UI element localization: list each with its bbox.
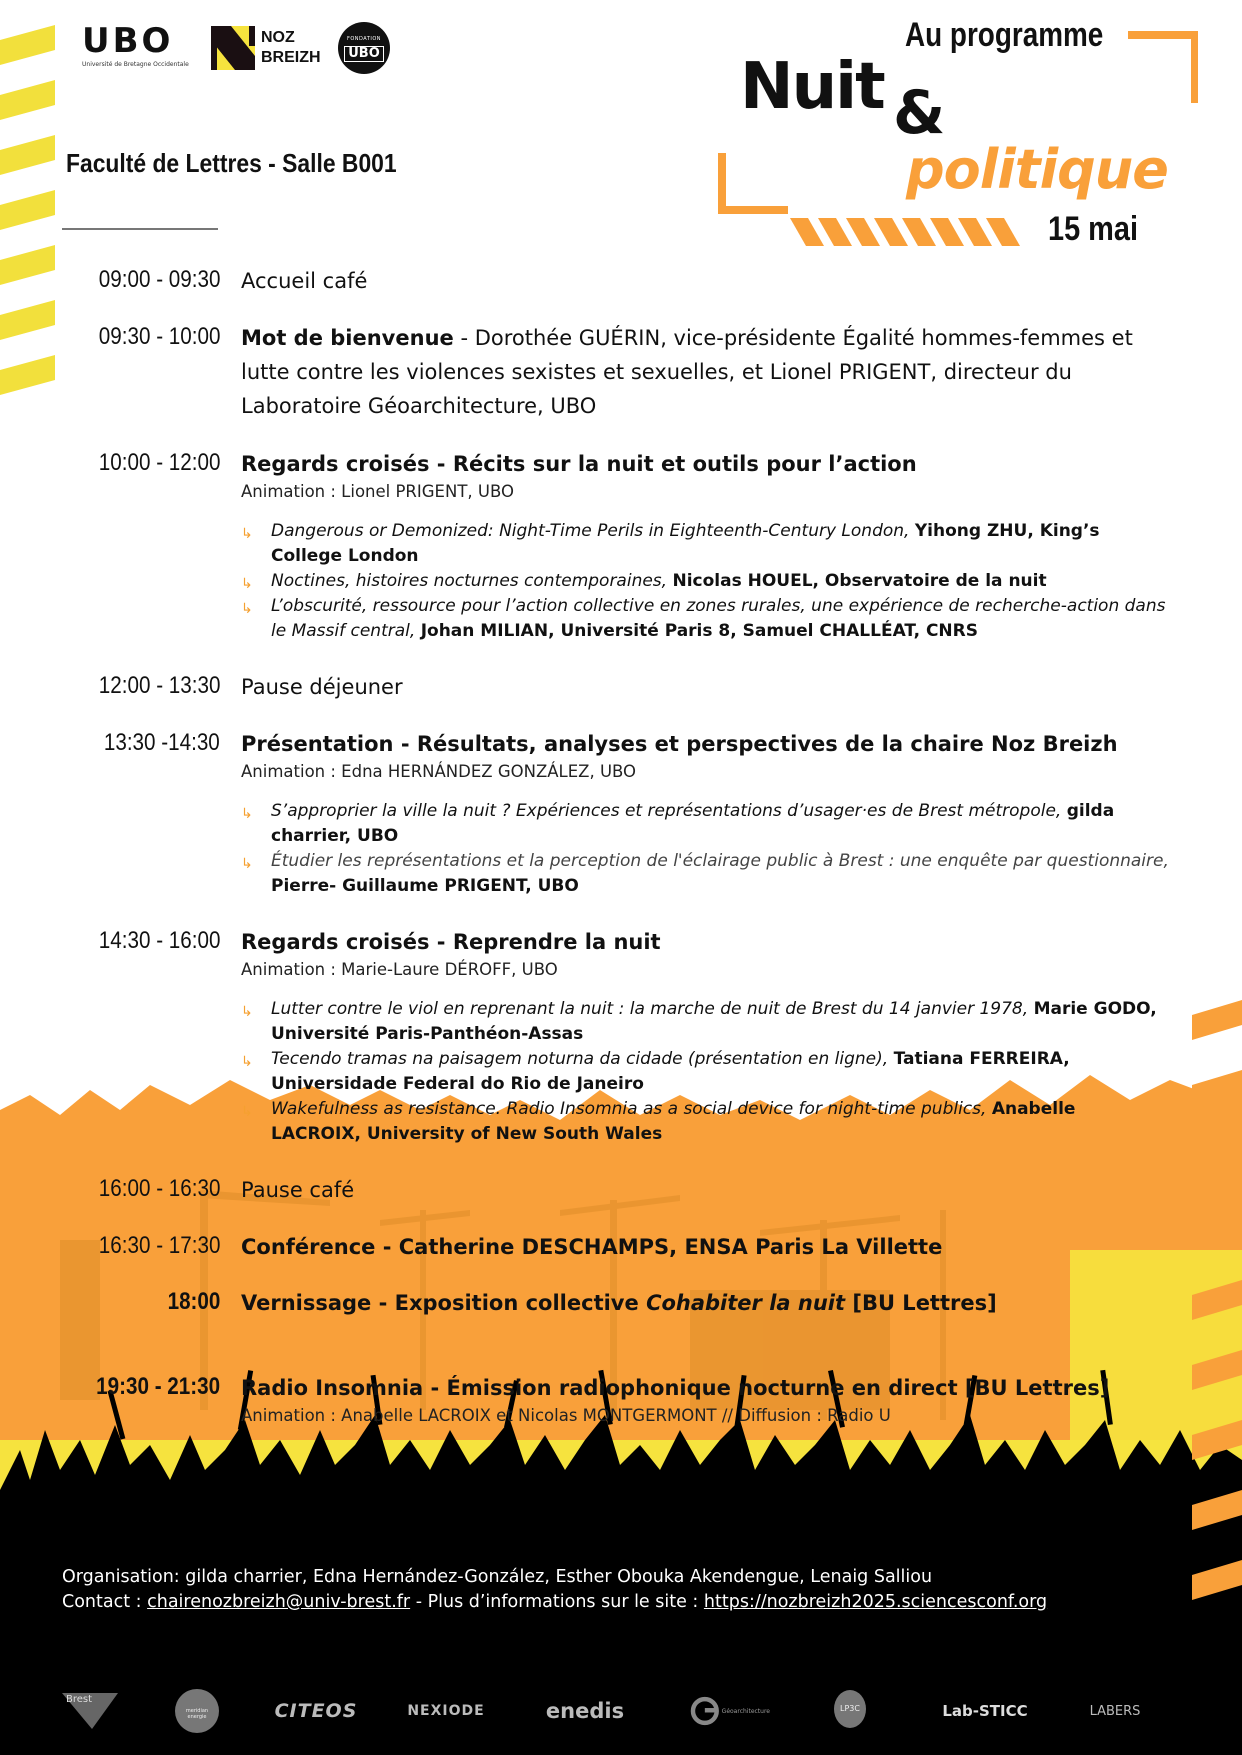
slot-time: 19:30 - 21:30 bbox=[96, 1373, 220, 1400]
slot-title: Radio Insomnia - Émission radiophonique nocturne en direct [BU Lettres] bbox=[241, 1376, 1110, 1400]
organisation-line: Organisation: gilda charrier, Edna Hernández-González, Esther Obouka Akendengue, Lenaig Salliou bbox=[62, 1567, 933, 1587]
partner-logo: CITEOS bbox=[274, 1700, 358, 1722]
ubo-logo: UBO Université de Bretagne Occidentale bbox=[82, 21, 189, 68]
partner-logo: enedis bbox=[545, 1699, 625, 1723]
slot-time: 12:00 - 13:30 bbox=[98, 672, 220, 699]
slot-time: 10:00 - 12:00 bbox=[98, 449, 220, 476]
talk-item: ↳ Dangerous or Demonized: Night-Time Perils in Eighteenth-Century London, Yihong ZHU, King’s College London bbox=[241, 521, 1100, 566]
venue-label: Faculté de Lettres - Salle B001 bbox=[66, 148, 397, 178]
partner-logo: meridian energie bbox=[172, 1688, 222, 1734]
contact-line: Contact : chairenozbreizh@univ-brest.fr - Plus d’informations sur le site : https://nozbreizh2025.sciencesconf.org bbox=[62, 1592, 1048, 1612]
fondation-ubo-logo: FONDATION UBO bbox=[338, 22, 390, 74]
talk-item: ↳ Étudier les représentations et la perception de l'éclairage public à Brest : une enquête par questionnaire, Pierre- Guillaume PRIGENT, UBO bbox=[241, 851, 1169, 896]
geoarchitecture-logo-icon bbox=[690, 1691, 720, 1731]
partner-logo: LABERS bbox=[1089, 1703, 1141, 1719]
arrow-icon: ↳ bbox=[241, 856, 253, 872]
footer-info bbox=[62, 1565, 1047, 1615]
slot-time: 13:30 -14:30 bbox=[104, 729, 220, 756]
arrow-icon: ↳ bbox=[241, 601, 253, 617]
slot-time: 14:30 - 16:00 bbox=[98, 927, 220, 954]
arrow-icon: ↳ bbox=[241, 1054, 253, 1070]
left-stripes-decoration bbox=[0, 20, 55, 400]
slot-title: Accueil café bbox=[241, 269, 368, 293]
slot-title: Pause déjeuner bbox=[241, 675, 403, 699]
right-stripes-decoration bbox=[1192, 990, 1242, 1610]
website-link[interactable]: https://nozbreizh2025.sciencesconf.org bbox=[703, 1592, 1048, 1612]
partner-logos bbox=[60, 1688, 1190, 1734]
arrow-icon: ↳ bbox=[241, 1104, 253, 1120]
slot-title: Vernissage - Exposition collective Cohabiter la nuit [BU Lettres] bbox=[241, 1291, 997, 1315]
title-ampersand: & bbox=[893, 78, 946, 148]
slot-title: Mot de bienvenue - Dorothée GUÉRIN, vice-présidente Égalité hommes-femmes et lutte contre les violences sexistes et sexuelles, et Lionel PRIGENT, directeur du Laboratoire Géoarchitecture, UBO bbox=[241, 326, 1133, 418]
slot-title: Regards croisés - Récits sur la nuit et outils pour l’action bbox=[241, 452, 917, 476]
slot-animation: Animation : Marie-Laure DÉROFF, UBO bbox=[241, 960, 558, 979]
arrow-icon: ↳ bbox=[241, 806, 253, 822]
partner-logo: Brest bbox=[60, 1688, 120, 1734]
arrow-icon: ↳ bbox=[241, 576, 253, 592]
partner-logo: LP3C bbox=[830, 1688, 870, 1734]
arrow-icon: ↳ bbox=[241, 1004, 253, 1020]
slot-title: Conférence - Catherine DESCHAMPS, ENSA Paris La Villette bbox=[241, 1235, 943, 1259]
city-crowd-illustration bbox=[0, 1070, 1242, 1590]
partner-logo: NEXIODE bbox=[407, 1703, 485, 1719]
venue-divider bbox=[62, 228, 218, 230]
talk-item: ↳ L’obscurité, ressource pour l’action collective en zones rurales, une expérience de recherche-action dans le Massif central, Johan MILIAN, Université Paris 8, Samuel CHALLÉAT, CNRS bbox=[241, 596, 1166, 641]
slot-animation: Animation : Lionel PRIGENT, UBO bbox=[241, 482, 514, 501]
slot-title: Présentation - Résultats, analyses et perspectives de la chaire Noz Breizh bbox=[241, 732, 1118, 756]
partner-logo: Géoarchitecture bbox=[690, 1688, 770, 1734]
contact-email-link[interactable]: chairenozbreizh@univ-brest.fr bbox=[147, 1592, 411, 1612]
noz-breizh-mark-icon bbox=[211, 26, 255, 70]
title-nuit: Nuit bbox=[740, 50, 884, 124]
talk-list bbox=[241, 997, 1171, 1147]
slot-title: Regards croisés - Reprendre la nuit bbox=[241, 930, 661, 954]
slot-time: 09:30 - 10:00 bbox=[98, 323, 220, 350]
talk-item: ↳ Noctines, histoires nocturnes contemporaines, Nicolas HOUEL, Observatoire de la nuit bbox=[241, 569, 1171, 594]
talk-list bbox=[241, 799, 1171, 899]
slot-time: 16:30 - 17:30 bbox=[98, 1232, 220, 1259]
talk-item: ↳ Lutter contre le viol en reprenant la nuit : la marche de nuit de Brest du 14 janvier 1978, Marie GODO, Université Paris-Panthéon-Assas bbox=[241, 999, 1157, 1044]
slot-animation: Animation : Anabelle LACROIX et Nicolas MONTGERMONT // Diffusion : Radio U bbox=[241, 1406, 891, 1425]
event-date: 15 mai bbox=[1048, 210, 1138, 248]
arrow-icon: ↳ bbox=[241, 526, 253, 542]
partner-logo: Lab-STICC bbox=[942, 1702, 1028, 1720]
noz-breizh-logo: NOZ BREIZH bbox=[211, 26, 321, 72]
slot-title: Pause café bbox=[241, 1178, 355, 1202]
title-politique: politique bbox=[906, 138, 1168, 201]
talk-item: ↳ Tecendo tramas na paisagem noturna da cidade (présentation en ligne), Tatiana FERREIRA, Universidade Federal do Rio de Janeiro bbox=[241, 1049, 1070, 1094]
slot-time: 18:00 bbox=[167, 1288, 220, 1315]
talk-item: ↳ S’approprier la ville la nuit ? Expériences et représentations d’usager·es de Brest métropole, gilda charrier, UBO bbox=[241, 801, 1115, 846]
kicker-au-programme: Au programme bbox=[905, 16, 1104, 54]
slot-time: 09:00 - 09:30 bbox=[98, 266, 220, 293]
talk-item: ↳ Wakefulness as resistance. Radio Insomnia as a social device for night-time publics, Anabelle LACROIX, University of New South Wales bbox=[241, 1099, 1076, 1144]
talk-list bbox=[241, 519, 1171, 644]
slot-time: 16:00 - 16:30 bbox=[98, 1175, 220, 1202]
slot-animation: Animation : Edna HERNÁNDEZ GONZÁLEZ, UBO bbox=[241, 762, 637, 781]
